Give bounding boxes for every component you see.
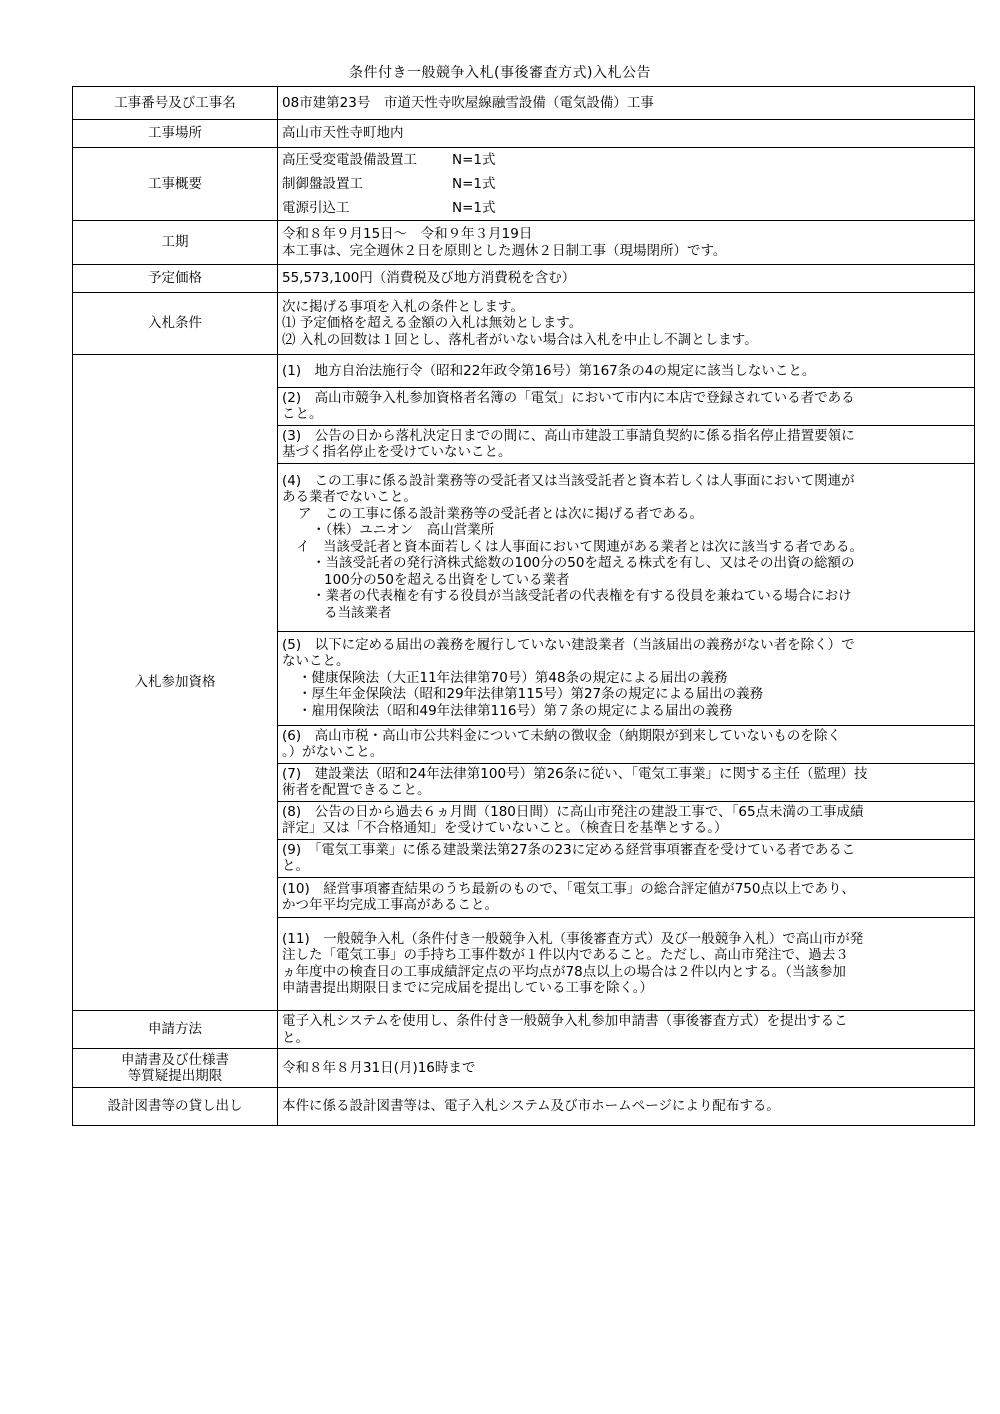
row-conditions	[73, 293, 975, 355]
qualification-line: (11) 一般競争入札（条件付き一般競争入札（事後審査方式）及び一般競争入札）で高山市が発	[282, 930, 864, 947]
notice-table	[72, 86, 975, 1126]
row-price	[73, 265, 975, 293]
qualifications-list	[278, 355, 974, 1010]
qualification-line: (4) この工事に係る設計業務等の受託者又は当該受託者と資本若しくは人事面において関連が	[282, 472, 855, 489]
qualification-line: (9) 「電気工事業」に係る建設業法第27条の23に定める経営事項審査を受けている者であるこ	[282, 841, 856, 858]
value-qualifications	[278, 355, 975, 1011]
qualification-line: 申請書提出期限日までに完成届を提出している工事を除く。）	[282, 980, 653, 997]
overview-item	[282, 172, 970, 196]
qualification-item-10	[278, 877, 974, 917]
label-overview: 工事概要	[73, 148, 278, 221]
qualification-line: (5) 以下に定める届出の義務を履行していない建設業者（当該届出の義務がない者を除く）で	[282, 636, 855, 653]
qualification-item-5	[278, 631, 974, 725]
qualification-line: 注した「電気工事」の手持ち工事件数が１件以内であること。ただし、高山市発注で、過去３	[282, 947, 849, 964]
value-site: 高山市天性寺町地内	[278, 120, 975, 148]
row-site	[73, 120, 975, 148]
label-period: 工期	[73, 221, 278, 265]
value-period	[278, 221, 975, 265]
conditions-line: 次に掲げる事項を入札の条件とします。	[282, 298, 524, 315]
qualification-line: (8) 公告の日から過去６ヵ月間（180日間）に高山市発注の建設工事で、「65点未満の工事成績	[282, 803, 864, 820]
label-site: 工事場所	[73, 120, 278, 148]
qualification-item-11	[278, 917, 974, 1010]
qualification-item-2	[278, 387, 974, 425]
qualification-line: 評定」又は「不合格通知」を受けていないこと。（検査日を基準とする。）	[282, 820, 728, 836]
row-deadline	[73, 1049, 975, 1088]
row-drawings	[73, 1088, 975, 1126]
overview-item-name: 電源引込工	[282, 200, 350, 216]
overview-item-name: 高圧受変電設備設置工	[282, 152, 417, 168]
qualification-line: こと。	[282, 406, 323, 422]
qualification-line: 。）がないこと。	[282, 744, 384, 760]
qualification-sub-b-item: ・当該受託者の発行済株式総数の100分の50を超える株式を有し、又はその出資の総額の	[312, 555, 855, 572]
row-project	[73, 87, 975, 120]
qualification-sub-a: ア この工事に係る設計業務等の受託者とは次に掲げる者である。	[298, 505, 703, 522]
qualification-line: 術者を配置できること。	[282, 782, 431, 798]
conditions-line: ⑴ 予定価格を超える金額の入札は無効とします。	[282, 315, 583, 332]
overview-item	[282, 196, 970, 220]
overview-item	[282, 148, 970, 172]
qualification-item-9	[278, 839, 974, 877]
qualification-bullet: ・厚生年金保険法（昭和29年法律第115号）第27条の規定による届出の義務	[298, 686, 764, 703]
qualification-item-8	[278, 801, 974, 839]
period-note: 本工事は、完全週休２日を原則とした週休２日制工事（現場閉所）です。	[282, 242, 727, 259]
deadline-label-line: 等質疑提出期限	[127, 1068, 223, 1084]
qualification-line: ヵ年度中の検査日の工事成績評定点の平均点が78点以上の場合は２件以内とする。（当該参加	[282, 963, 846, 980]
qualification-line: (7) 建設業法（昭和24年法律第100号）第26条に従い、「電気工事業」に関する主任（監理）技	[282, 765, 868, 782]
period-dates: 令和８年９月15日～ 令和９年３月19日	[282, 226, 533, 242]
qualification-item-6	[278, 725, 974, 763]
qualification-line: (10) 経営事項審査結果のうち最新のもので、「電気工事」の総合評定値が750点以上であり、	[282, 880, 855, 897]
conditions-line: ⑵ 入札の回数は１回とし、落札者がいない場合は入札を中止し不調とします。	[282, 331, 758, 348]
value-price: 55,573,100円（消費税及び地方消費税を含む）	[278, 265, 975, 293]
overview-item-qty: N=1式	[452, 152, 496, 168]
qualification-item-1	[278, 355, 974, 387]
overview-item-qty: N=1式	[452, 200, 496, 216]
qualification-bullet: ・健康保険法（大正11年法律第70号）第48条の規定による届出の義務	[298, 669, 728, 686]
value-method	[278, 1011, 975, 1049]
value-conditions	[278, 293, 975, 355]
label-conditions: 入札条件	[73, 293, 278, 355]
label-qualifications: 入札参加資格	[73, 355, 278, 1011]
row-overview	[73, 148, 975, 221]
qualification-line: (6) 高山市税・高山市公共料金について未納の徴収金（納期限が到来していないものを除く	[282, 727, 841, 744]
qualification-sub-b-item: る当該業者	[324, 604, 392, 621]
notice-title: 条件付き一般競争入札(事後審査方式)入札公告	[349, 65, 651, 81]
qualification-sub-b-item: 100分の50を超える出資をしている業者	[324, 571, 570, 588]
qualification-line: (3) 公告の日から落札決定日までの間に、高山市建設工事請負契約に係る指名停止措置要領に	[282, 427, 855, 444]
deadline-label-line: 申請書及び仕様書	[121, 1051, 229, 1068]
value-project: 08市建第23号 市道天性寺吹屋線融雪設備（電気設備）工事	[278, 87, 975, 120]
overview-item-name: 制御盤設置工	[282, 176, 363, 192]
value-overview	[278, 148, 975, 221]
qualification-item-7	[278, 763, 974, 801]
qualification-item-3	[278, 425, 974, 463]
label-price: 予定価格	[73, 265, 278, 293]
qualification-line: と。	[282, 858, 309, 874]
qualification-sub-b-item: ・業者の代表権を有する役員が当該受託者の代表権を有する役員を兼ねている場合におけ	[312, 588, 852, 605]
row-method	[73, 1011, 975, 1049]
row-qualifications	[73, 355, 975, 1011]
qualification-line: (2) 高山市競争入札参加資格者名簿の「電気」において市内に本店で登録されている者である	[282, 389, 855, 406]
qualification-sub-a-item: ・（株）ユニオン 高山営業所	[312, 522, 495, 539]
qualification-line: かつ年平均完成工事高があること。	[282, 897, 498, 913]
method-line: と。	[282, 1029, 309, 1046]
qualification-line: ある業者でないこと。	[282, 489, 417, 506]
qualification-item-4	[278, 463, 974, 631]
overview-item-qty: N=1式	[452, 176, 496, 192]
qualification-sub-b: イ 当該受託者と資本面若しくは人事面において関連がある業者とは次に該当する者である。	[296, 538, 863, 555]
qualification-bullet: ・雇用保険法（昭和49年法律第116号）第７条の規定による届出の義務	[298, 702, 733, 719]
label-project: 工事番号及び工事名	[73, 87, 278, 120]
label-method: 申請方法	[73, 1011, 278, 1049]
label-deadline	[73, 1049, 278, 1088]
value-deadline: 令和８年８月31日(月)16時まで	[278, 1049, 975, 1088]
label-drawings: 設計図書等の貸し出し	[73, 1088, 278, 1126]
method-line: 電子入札システムを使用し、条件付き一般競争入札参加申請書（事後審査方式）を提出するこ	[282, 1013, 848, 1029]
value-drawings: 本件に係る設計図書等は、電子入札システム及び市ホームページにより配布する。	[278, 1088, 975, 1126]
qualification-line: (1) 地方自治法施行令（昭和22年政令第16号）第167条の4の規定に該当しないこと。	[282, 362, 816, 379]
row-period	[73, 221, 975, 265]
qualification-line: 基づく指名停止を受けていないこと。	[282, 444, 512, 460]
qualification-line: ないこと。	[282, 653, 350, 670]
